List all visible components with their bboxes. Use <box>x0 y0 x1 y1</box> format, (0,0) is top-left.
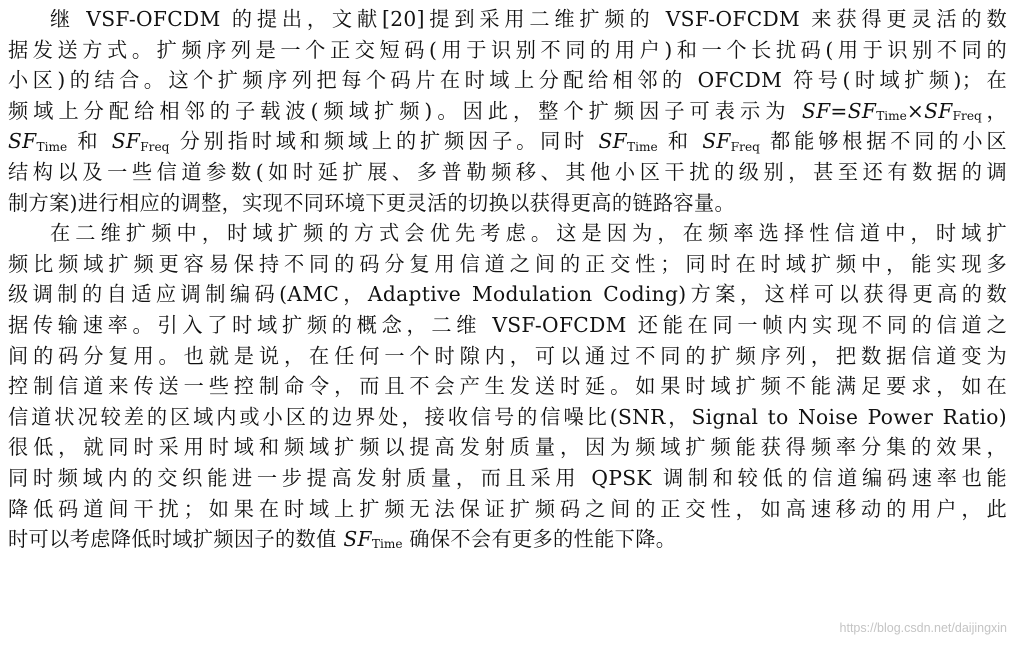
text-line: 降低码道间干扰；如果在时域上扩频无法保证扩频码之间的正交性，如高速移动的用户，此 <box>8 496 1007 521</box>
text-line-formula <box>8 524 1007 555</box>
text-line: 据传输速率。引入了时域扩频的概念，二维 VSF-OFCDM 还能在同一帧内实现不同的信道之 <box>8 312 1007 337</box>
text-segment: 和 <box>67 129 112 154</box>
paragraph-2 <box>8 218 1007 555</box>
text-line: 据发送方式。扩频序列是一个正交短码(用于识别不同的用户)和一个长扰码(用于识别不同的 <box>8 37 1007 62</box>
text-line: 信道状况较差的区域内或小区的边界处，接收信号的信噪比(SNR，Signal to Noise Power Ratio) <box>8 404 1007 429</box>
formula-sf: SF <box>598 129 628 154</box>
text-line: 级调制的自适应调制编码(AMC，Adaptive Modulation Coding)方案，这样可以获得更高的数 <box>8 282 1007 307</box>
watermark: https://blog.csdn.net/daijingxin <box>839 621 1007 635</box>
text-segment: 和 <box>657 129 703 154</box>
document-page <box>8 4 1007 641</box>
subscript-time: Time <box>371 537 403 552</box>
formula-sf: SF <box>111 129 141 154</box>
subscript-time: Time <box>627 139 658 154</box>
text-line: 在二维扩频中，时域扩频的方式会优先考虑。这是因为，在频率选择性信道中，时域扩 <box>50 221 1007 246</box>
formula-sf: SF <box>343 527 372 552</box>
text-line: 频比频域扩频更容易保持不同的码分复用信道之间的正交性；同时在时域扩频中，能实现多 <box>8 251 1007 276</box>
text-segment: 频域上分配给相邻的子载波(频域扩频)。因此，整个扩频因子可表示为 <box>8 98 802 123</box>
text-line: 间的码分复用。也就是说，在任何一个时隙内，可以通过不同的扩频序列，把数据信道变为 <box>8 343 1007 368</box>
subscript-freq: Freq <box>140 139 170 154</box>
times-symbol: × <box>906 98 925 123</box>
subscript-time: Time <box>36 139 68 154</box>
formula-sf: SF <box>8 129 37 154</box>
text-segment: 分别指时域和频域上的扩频因子。同时 <box>169 129 599 154</box>
text-line-formula <box>8 96 1007 127</box>
formula-sf: SF <box>924 98 953 123</box>
text-line: 小区)的结合。这个扩频序列把每个码片在时域上分配给相邻的 OFCDM 符号(时域扩频)；在 <box>8 68 1007 93</box>
text-segment: 都能够根据不同的小区 <box>759 129 1007 154</box>
text-line: 继 VSF-OFCDM 的提出，文献[20]提到采用二维扩频的 VSF-OFCDM 来获得更灵活的数 <box>50 7 1007 31</box>
paragraph-1 <box>8 4 1007 218</box>
text-segment: 时可以考虑降低时域扩频因子的数值 <box>8 527 344 552</box>
formula-sf: SF=SF <box>801 98 877 123</box>
text-line-formula <box>8 126 1007 157</box>
formula-sf: SF <box>702 129 731 154</box>
subscript-freq: Freq <box>952 108 982 123</box>
text-segment: 确保不会有更多的性能下降。 <box>402 527 677 552</box>
subscript-time: Time <box>876 108 907 123</box>
text-line: 结构以及一些信道参数(如时延扩展、多普勒频移、其他小区干扰的级别，甚至还有数据的调 <box>8 159 1007 184</box>
text-line: 很低，就同时采用时域和频域扩频以提高发射质量，因为频域扩频能获得频率分集的效果， <box>8 435 1007 460</box>
text-segment: ， <box>981 98 1007 123</box>
text-line: 制方案)进行相应的调整，实现不同环境下更灵活的切换以获得更高的链路容量。 <box>8 190 736 215</box>
subscript-freq: Freq <box>730 139 760 154</box>
text-line: 同时频域内的交织能进一步提高发射质量，而且采用 QPSK 调制和较低的信道编码速率也能 <box>8 465 1007 490</box>
text-line: 控制信道来传送一些控制命令，而且不会产生发送时延。如果时域扩频不能满足要求，如在 <box>8 374 1007 399</box>
